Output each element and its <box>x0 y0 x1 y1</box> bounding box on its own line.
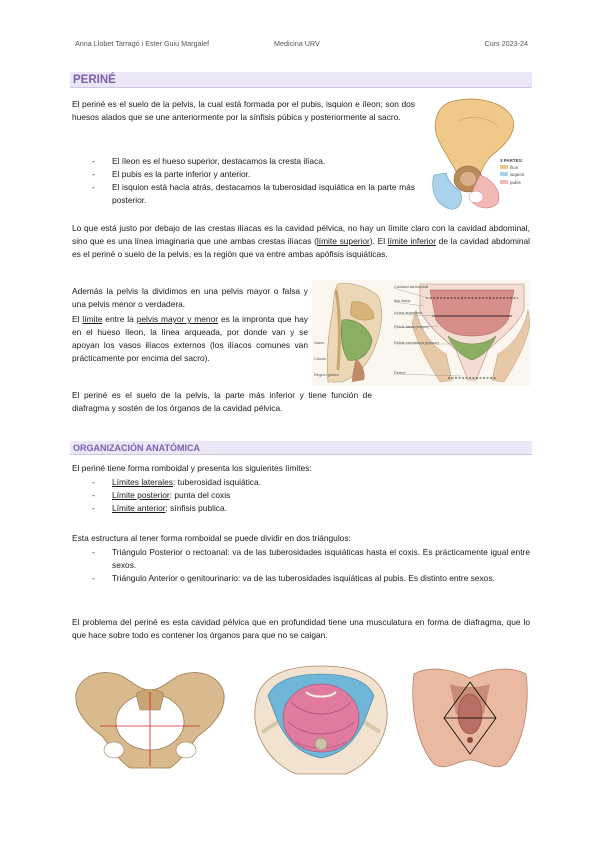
header-year: Curs 2023-24 <box>484 39 528 48</box>
text-run: es la impronta que hay en el hueso íleon, la línea arqueada, por donde van y se apoyan los vasos ilíacos externos (los ilíacos comunes van prácticamente por encima del sacro). <box>72 314 308 364</box>
legend-swatch-isquion <box>500 172 508 176</box>
legend-label: isquion <box>510 172 525 178</box>
triangles-list <box>92 546 530 585</box>
list-item: - El íleon es el hueso superior, destacamos la cresta ilíaca. <box>92 155 415 168</box>
label-region-glutea: Región glútea <box>314 372 339 377</box>
shape-intro: El periné tiene forma romboidal y presenta los siguientes límites: <box>72 463 312 473</box>
list-item: - El pubis es la parte inferior y anterior. <box>92 168 415 181</box>
hip-bone-legend <box>500 157 524 186</box>
text-run: ). El <box>369 236 388 247</box>
perineal-muscles-figure <box>246 662 396 778</box>
cavity-paragraph <box>72 222 530 261</box>
legend-item <box>500 171 524 178</box>
bone-parts-list <box>92 155 415 207</box>
limit-term: Límites laterales <box>112 477 173 487</box>
label-pelvis-verdadera: Pelvis verdadera (menor) <box>394 340 439 345</box>
text-run: de la cavidad abdominal es el periné o suelo de la pelvis, es la región que va entre ambas apófisis isquiáticas. <box>72 236 531 260</box>
limit-term: Límite posterior <box>112 490 170 501</box>
label-coccix: Cóccix <box>314 356 327 361</box>
legend-swatch-pubis <box>500 180 508 184</box>
pelvis-section-illustration <box>312 280 530 386</box>
legend-swatch-ilion <box>500 165 508 169</box>
list-item: - El isquion está hacia atrás, destacamos la tuberosidad isquiática en la parte más posterior. <box>92 181 415 207</box>
closing-paragraph: El problema del periné es esta cavidad pélvica que en profundidad tiene una musculatura en forma de diafragma, que lo que hace sobre todo es contener los órganos para que no se caigan. <box>72 617 530 641</box>
section-title-perine: PERINÉ <box>70 72 532 88</box>
legend-item <box>500 179 524 186</box>
term-upper-limit: límite superior <box>316 236 370 247</box>
hip-bone-illustration <box>420 95 532 217</box>
intro-paragraph: El periné es el suelo de la pelvis, la cual está formada por el pubis, isquion e íleon; son dos huesos alados que se une anteriormente por la sínfisis púbica y posteriormente al sacro. <box>72 99 415 123</box>
label-linea-arqueada: Línea arqueada <box>394 310 423 315</box>
term-limit: límite <box>82 314 103 324</box>
list-item <box>92 476 530 489</box>
limit-desc: : tuberosidad isquiática. <box>172 477 261 487</box>
legend-label: ílion <box>510 165 519 171</box>
limit-desc: : sínfisis publica. <box>165 503 227 514</box>
limits-list <box>92 476 530 515</box>
page-header <box>75 38 528 50</box>
text-run: entre la <box>102 314 137 324</box>
label-perine: Periné <box>394 370 406 375</box>
text-run: Lo que está justo por debajo de las crestas ilíacas es la cavidad pélvica, no hay un límite claro con la cavidad abdominal, sino que es una línea imaginaria que une ambas crestas ilíacas ( <box>72 223 530 247</box>
header-authors: Anna Llobet Tarragó i Ester Guiu Margalef <box>75 39 210 48</box>
legend-title: 3 PARTES: <box>500 158 524 163</box>
pelvis-section-figure <box>312 280 530 386</box>
triangles-intro: Esta estructura al tener forma romboidal se puede dividir en dos triángulos: <box>72 533 351 543</box>
legend-label: pubis <box>510 179 521 185</box>
label-pelvis-falsa: Pelvis falsa (mayor) <box>394 324 430 329</box>
perineal-muscles-illustration <box>246 662 396 778</box>
list-item: - Triángulo Anterior o genitourinario: va de las tuberosidades isquiáticas al pubis. Es distinto entre sexos. <box>92 572 530 585</box>
label-cavidad-abdominal: Cavidad abdominal <box>394 284 429 289</box>
section-title-organizacion: ORGANIZACIÓN ANATÓMICA <box>70 441 532 455</box>
pelvis-bones-illustration <box>70 664 230 774</box>
list-item <box>92 502 530 515</box>
list-item: - Triángulo Posterior o rectoanal: va de las tuberosidades isquiáticas hasta el coxis. Es prácticamente igual entre sexos. <box>92 546 530 572</box>
header-course: Medicina URV <box>274 39 320 48</box>
hip-bone-figure <box>420 95 532 217</box>
perine-function-paragraph: El periné es el suelo de la pelvis, la parte más inferior y tiene función de diafragma y sostén de los órganos de la cavidad pélvica. <box>72 390 372 414</box>
label-sacro: Sacro <box>314 340 325 345</box>
limit-desc: : punta del coxis <box>169 490 231 501</box>
perineum-rhombus-illustration <box>410 664 530 776</box>
limit-term: Límite anterior <box>112 503 166 514</box>
perineum-rhombus-figure <box>410 664 530 776</box>
label-ala-iliaca: Ala ilíaca <box>394 298 411 303</box>
term-lower-limit: límite inferior <box>387 236 437 247</box>
term-pelvis-major-minor: pelvis mayor y menor <box>136 314 219 324</box>
pelvis-division-paragraph: Además la pelvis la dividimos en una pelvis mayor o falsa y una pelvis menor o verdadera. <box>72 286 308 310</box>
list-item <box>92 489 530 502</box>
text-run: El <box>72 314 83 324</box>
pelvis-limit-paragraph <box>72 313 308 365</box>
pelvis-bones-figure <box>70 664 230 774</box>
legend-item <box>500 164 524 171</box>
